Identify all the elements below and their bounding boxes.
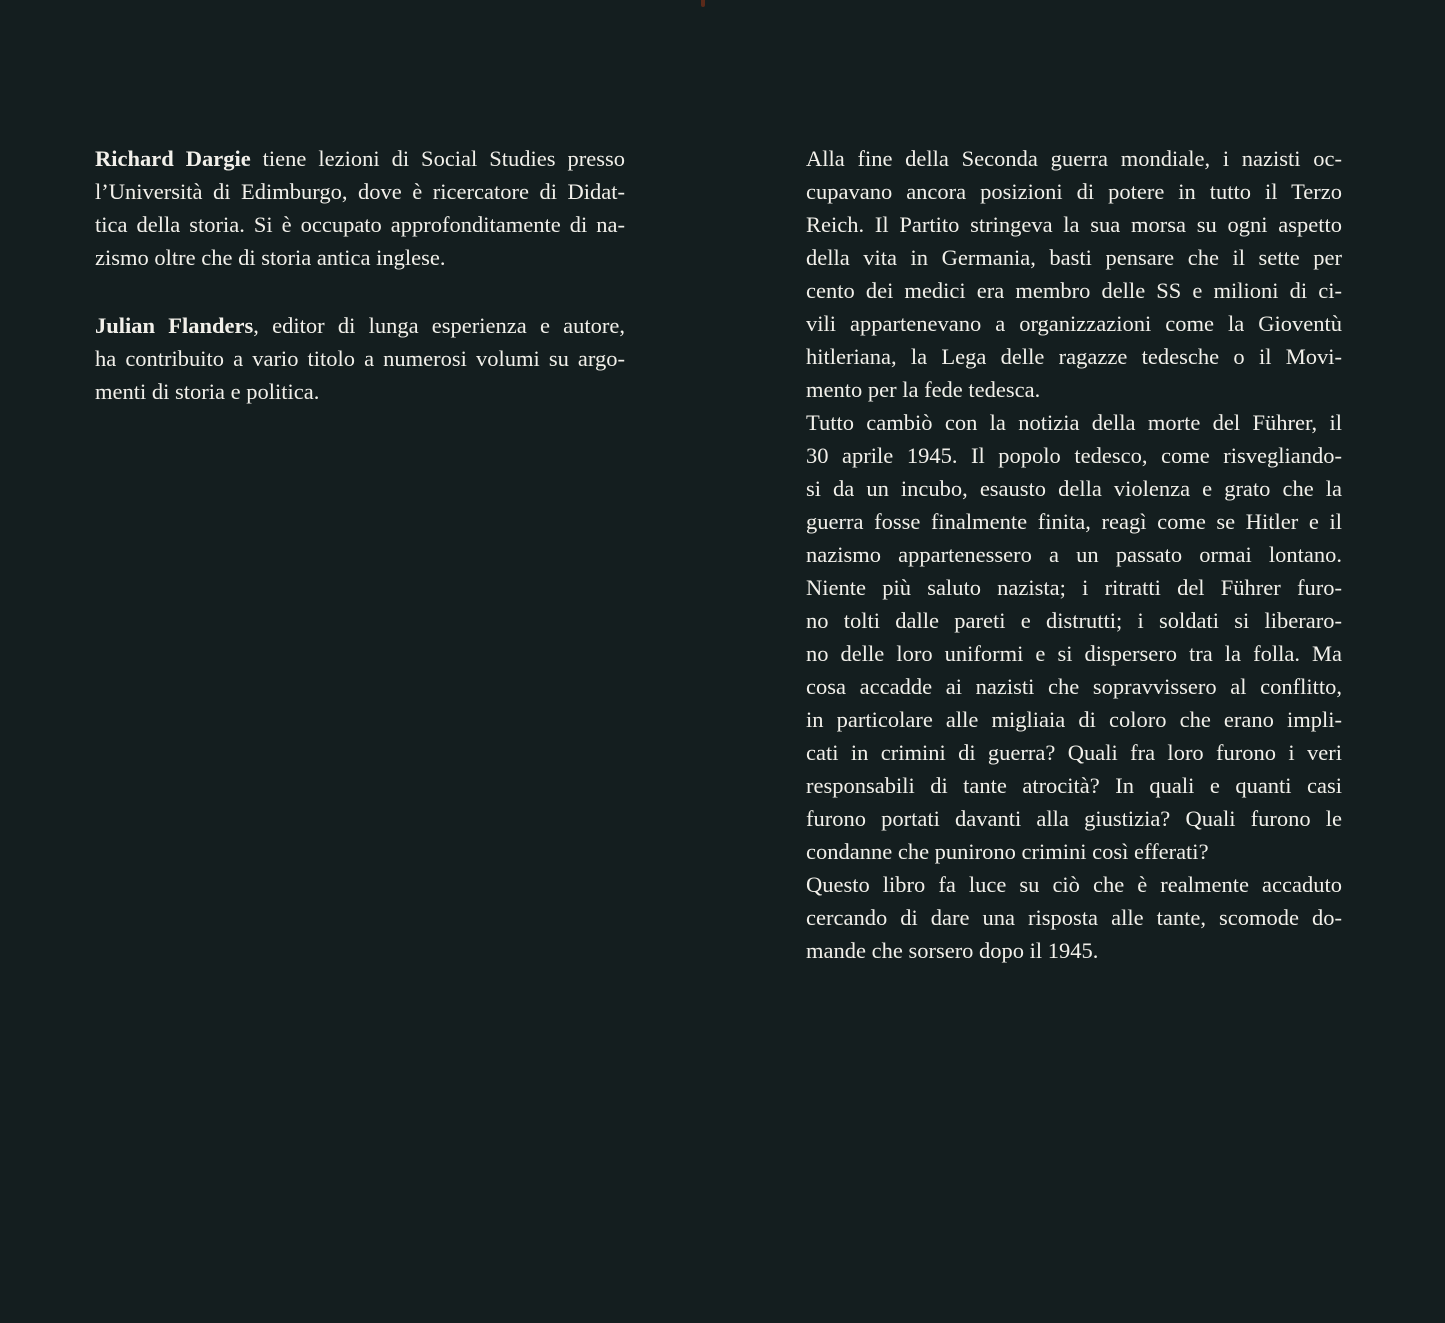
blurb-paragraph-2: [806, 406, 1342, 868]
blurb-line: vili appartenevano a organizzazioni come la Gioventù: [806, 311, 1342, 336]
blurb-line: della vita in Germania, basti pensare che il sette per: [806, 245, 1342, 270]
blurb-line: no delle loro uniformi e si dispersero tra la folla. Ma: [806, 641, 1342, 666]
blurb-line: no tolti dalle pareti e distrutti; i soldati si liberaro-: [806, 608, 1342, 633]
blurb-line: mento per la fede tedesca.: [806, 377, 1041, 402]
blurb-line: Niente più saluto nazista; i ritratti del Führer furo-: [806, 575, 1342, 600]
blurb-line: furono portati davanti alla giustizia? Quali furono le: [806, 806, 1342, 831]
bio-line: l’Università di Edimburgo, dove è ricercatore di Didat-: [95, 179, 625, 204]
author-name: Richard Dargie: [95, 146, 251, 171]
blurb-line: cercando di dare una risposta alle tante, scomode do-: [806, 905, 1342, 930]
blurb-line: condanne che punirono crimini così efferati?: [806, 839, 1209, 864]
blurb-line: 30 aprile 1945. Il popolo tedesco, come risvegliando-: [806, 443, 1342, 468]
author-bios-column: [95, 142, 625, 408]
bio-line: Richard Dargie tiene lezioni di Social Studies presso: [95, 146, 625, 171]
bio-line: menti di storia e politica.: [95, 379, 320, 404]
blurb-paragraph-1: [806, 142, 1342, 406]
blurb-line: Questo libro fa luce su ciò che è realmente accaduto: [806, 872, 1342, 897]
blurb-line: nazismo appartenessero a un passato ormai lontano.: [806, 542, 1342, 567]
author-bio-dargie: [95, 142, 625, 274]
blurb-line: Tutto cambiò con la notizia della morte del Führer, il: [806, 410, 1342, 435]
author-name: Julian Flanders: [95, 313, 254, 338]
bio-line: Julian Flanders, editor di lunga esperienza e autore,: [95, 313, 626, 338]
blurb-line: Reich. Il Partito stringeva la sua morsa su ogni aspetto: [806, 212, 1342, 237]
blurb-line: hitleriana, la Lega delle ragazze tedesche o il Movi-: [806, 344, 1342, 369]
bio-line: ha contribuito a vario titolo a numerosi volumi su argo-: [95, 346, 625, 371]
blurb-line: responsabili di tante atrocità? In quali e quanti casi: [806, 773, 1342, 798]
top-edge-mark: [701, 0, 705, 7]
blurb-line: mande che sorsero dopo il 1945.: [806, 938, 1099, 963]
bio-line: tica della storia. Si è occupato approfonditamente di na-: [95, 212, 625, 237]
blurb-paragraph-3: [806, 868, 1342, 967]
blurb-line: cosa accadde ai nazisti che sopravvissero al conflitto,: [806, 674, 1342, 699]
blurb-line: in particolare alle migliaia di coloro che erano impli-: [806, 707, 1342, 732]
blurb-line: cati in crimini di guerra? Quali fra loro furono i veri: [806, 740, 1342, 765]
blurb-line: cupavano ancora posizioni di potere in tutto il Terzo: [806, 179, 1342, 204]
author-bio-flanders: [95, 309, 625, 408]
bio-line: zismo oltre che di storia antica inglese.: [95, 245, 446, 270]
blurb-column: [806, 142, 1342, 967]
blurb-line: Alla fine della Seconda guerra mondiale, i nazisti oc-: [806, 146, 1342, 171]
blurb-line: guerra fosse finalmente finita, reagì come se Hitler e il: [806, 509, 1342, 534]
blurb-line: cento dei medici era membro delle SS e milioni di ci-: [806, 278, 1342, 303]
blurb-line: si da un incubo, esausto della violenza e grato che la: [806, 476, 1342, 501]
